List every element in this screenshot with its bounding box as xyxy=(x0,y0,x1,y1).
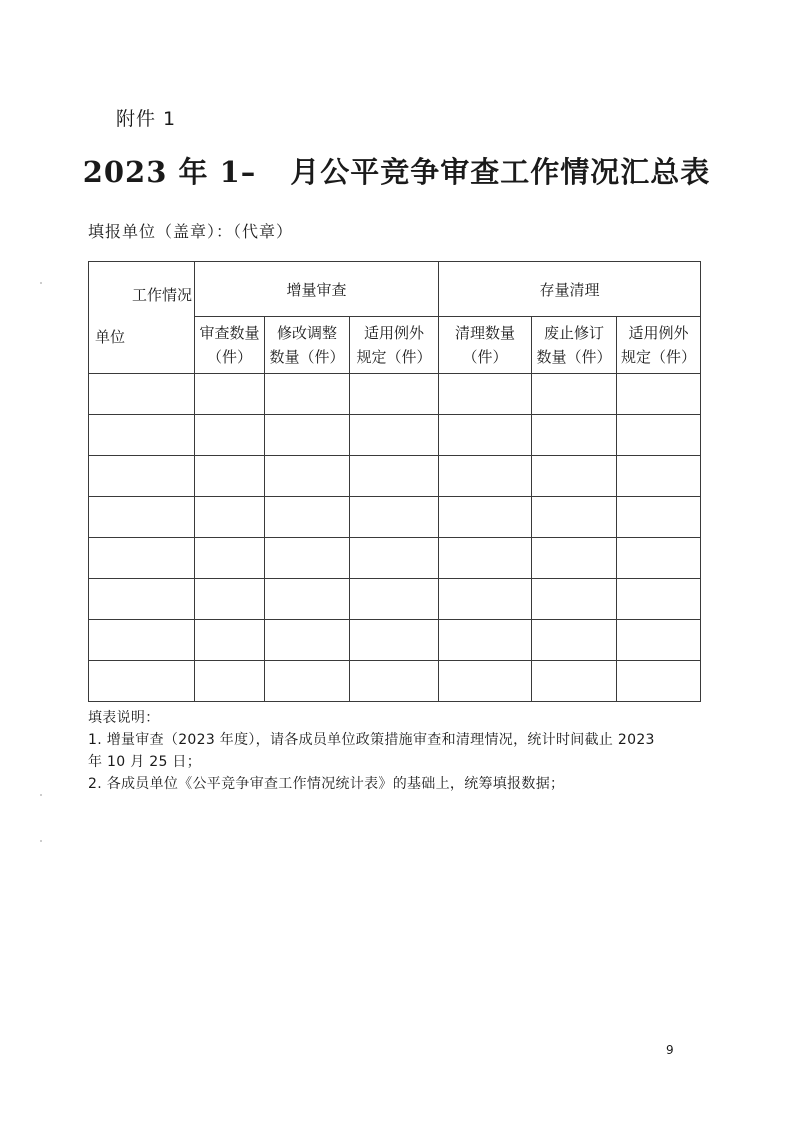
scan-speck xyxy=(40,282,42,284)
value-cell[interactable] xyxy=(617,661,701,702)
value-cell[interactable] xyxy=(532,538,617,579)
unit-cell[interactable] xyxy=(89,497,195,538)
notes-item-1-line-1: 1. 增量审查（2023 年度），请各成员单位政策措施审查和清理情况，统计时间截止 2023 xyxy=(88,732,655,748)
value-cell[interactable] xyxy=(617,374,701,415)
value-cell[interactable] xyxy=(265,579,350,620)
value-cell[interactable] xyxy=(439,415,532,456)
value-cell[interactable] xyxy=(265,374,350,415)
table-group-header-row xyxy=(89,262,701,317)
corner-label-work-status: 工作情况 xyxy=(131,286,192,304)
table-row xyxy=(89,456,701,497)
value-cell[interactable] xyxy=(532,456,617,497)
value-cell[interactable] xyxy=(617,620,701,661)
table-body xyxy=(89,374,701,702)
document-title xyxy=(0,150,793,191)
value-cell[interactable] xyxy=(195,579,265,620)
value-cell[interactable] xyxy=(195,415,265,456)
value-cell[interactable] xyxy=(265,538,350,579)
notes-item-2: 2. 各成员单位《公平竞争审查工作情况统计表》的基础上，统筹填报数据； xyxy=(88,776,565,792)
unit-cell[interactable] xyxy=(89,579,195,620)
value-cell[interactable] xyxy=(195,538,265,579)
scan-speck xyxy=(40,840,42,842)
value-cell[interactable] xyxy=(350,538,439,579)
unit-cell[interactable] xyxy=(89,456,195,497)
value-cell[interactable] xyxy=(532,661,617,702)
value-cell[interactable] xyxy=(617,415,701,456)
value-cell[interactable] xyxy=(350,374,439,415)
value-cell[interactable] xyxy=(439,497,532,538)
value-cell[interactable] xyxy=(439,538,532,579)
value-cell[interactable] xyxy=(350,456,439,497)
value-cell[interactable] xyxy=(617,497,701,538)
filler-unit-line: 填报单位（盖章）：（代章） xyxy=(88,222,294,241)
value-cell[interactable] xyxy=(265,620,350,661)
value-cell[interactable] xyxy=(532,579,617,620)
column-header: 清理数量 （件） xyxy=(439,317,532,374)
unit-cell[interactable] xyxy=(89,374,195,415)
notes-heading: 填表说明： xyxy=(88,710,160,726)
unit-cell[interactable] xyxy=(89,538,195,579)
column-header: 修改调整 数量（件） xyxy=(265,317,350,374)
title-name-part: 月公平竞争审查工作情况汇总表 xyxy=(290,155,711,189)
title-year-part: 2023 年 1– xyxy=(82,155,257,189)
group-header-stock-cleanup: 存量清理 xyxy=(439,262,701,317)
table-row xyxy=(89,415,701,456)
value-cell[interactable] xyxy=(195,661,265,702)
column-header: 适用例外 规定（件） xyxy=(617,317,701,374)
value-cell[interactable] xyxy=(195,374,265,415)
column-header: 废止修订 数量（件） xyxy=(532,317,617,374)
value-cell[interactable] xyxy=(439,374,532,415)
table-row xyxy=(89,374,701,415)
value-cell[interactable] xyxy=(350,620,439,661)
notes-item-1-line-2: 年 10 月 25 日； xyxy=(88,754,202,770)
unit-cell[interactable] xyxy=(89,620,195,661)
value-cell[interactable] xyxy=(265,456,350,497)
value-cell[interactable] xyxy=(350,497,439,538)
value-cell[interactable] xyxy=(195,497,265,538)
value-cell[interactable] xyxy=(265,497,350,538)
value-cell[interactable] xyxy=(532,620,617,661)
summary-table xyxy=(88,261,701,702)
table-row xyxy=(89,497,701,538)
scan-speck xyxy=(40,794,42,796)
table-corner-header xyxy=(89,262,195,374)
filling-instructions xyxy=(88,707,708,795)
value-cell[interactable] xyxy=(265,415,350,456)
value-cell[interactable] xyxy=(265,661,350,702)
value-cell[interactable] xyxy=(195,456,265,497)
page-number: 9 xyxy=(666,1043,674,1057)
value-cell[interactable] xyxy=(439,661,532,702)
value-cell[interactable] xyxy=(350,415,439,456)
value-cell[interactable] xyxy=(532,415,617,456)
table-row xyxy=(89,620,701,661)
group-header-incremental-review: 增量审查 xyxy=(195,262,439,317)
table-row xyxy=(89,538,701,579)
value-cell[interactable] xyxy=(532,497,617,538)
value-cell[interactable] xyxy=(439,456,532,497)
value-cell[interactable] xyxy=(439,579,532,620)
unit-cell[interactable] xyxy=(89,415,195,456)
table-row xyxy=(89,579,701,620)
value-cell[interactable] xyxy=(350,579,439,620)
column-header: 审查数量 （件） xyxy=(195,317,265,374)
value-cell[interactable] xyxy=(617,538,701,579)
value-cell[interactable] xyxy=(617,579,701,620)
attachment-label: 附件 1 xyxy=(116,108,177,130)
column-header: 适用例外 规定（件） xyxy=(350,317,439,374)
corner-label-unit: 单位 xyxy=(95,328,126,346)
unit-cell[interactable] xyxy=(89,661,195,702)
value-cell[interactable] xyxy=(350,661,439,702)
value-cell[interactable] xyxy=(195,620,265,661)
value-cell[interactable] xyxy=(532,374,617,415)
table-row xyxy=(89,661,701,702)
value-cell[interactable] xyxy=(617,456,701,497)
value-cell[interactable] xyxy=(439,620,532,661)
